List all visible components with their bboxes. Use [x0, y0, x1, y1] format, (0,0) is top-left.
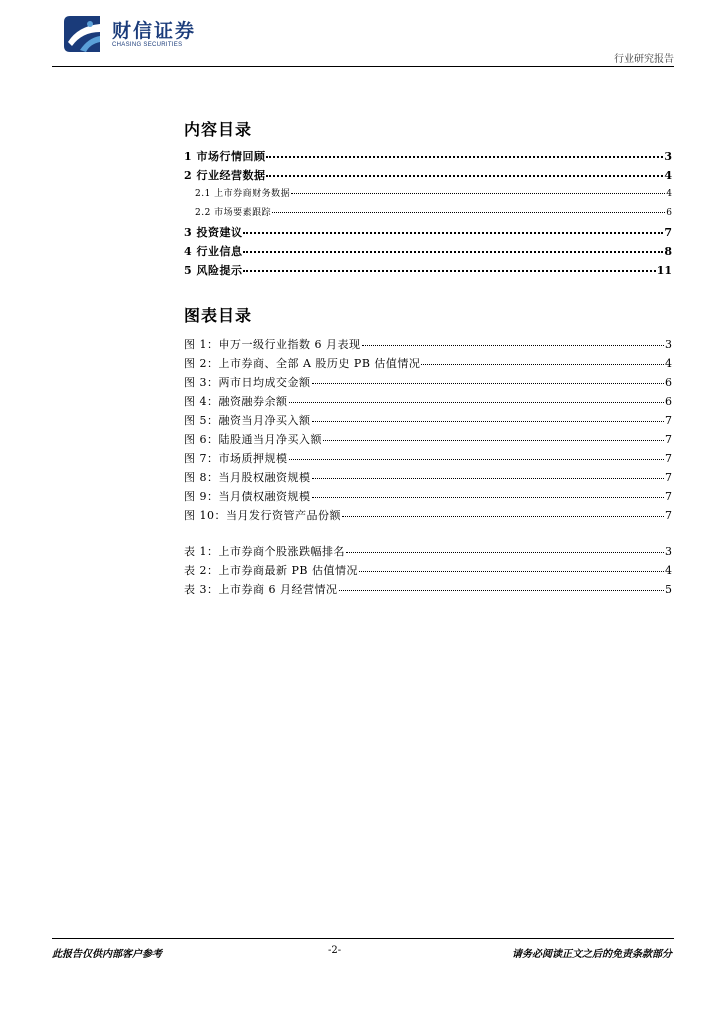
toc-item-label: 2.2 市场要素跟踪: [195, 208, 272, 218]
table-label: 表 2：上市券商最新 PB 估值情况: [184, 564, 358, 577]
figure-page: 7: [665, 490, 672, 503]
toc-leader: [359, 570, 664, 572]
toc-item-label: 2 行业经营数据: [184, 169, 266, 182]
table-label: 表 1：上市券商个股涨跌幅排名: [184, 545, 345, 558]
figure-label: 图 2：上市券商、全部 A 股历史 PB 估值情况: [184, 357, 421, 370]
figure-list-item[interactable]: [184, 431, 672, 447]
figure-label: 图 1：申万一级行业指数 6 月表现: [184, 338, 361, 351]
logo-mark-icon: [60, 12, 104, 56]
toc-leader: [272, 211, 665, 213]
company-logo: [60, 12, 220, 56]
toc-leader: [312, 477, 665, 479]
toc-item-label: 1 市场行情回顾: [184, 150, 266, 163]
figure-list-item[interactable]: [184, 412, 672, 428]
figures-title: 图表目录: [184, 306, 253, 325]
table-page: 4: [665, 564, 672, 577]
toc-leader: [243, 269, 655, 272]
figure-label: 图 7：市场质押规模: [184, 452, 288, 465]
figure-label: 图 10：当月发行资管产品份额: [184, 509, 341, 522]
figure-label: 图 4：融资融券余额: [184, 395, 288, 408]
footer-disclaimer-right: 请务必阅读正文之后的免责条款部分: [512, 949, 672, 960]
figure-page: 7: [665, 452, 672, 465]
toc-subitem[interactable]: [195, 186, 672, 199]
toc-leader: [342, 515, 664, 517]
figure-list-item[interactable]: [184, 393, 672, 409]
footer-disclaimer-left: 此报告仅供内部客户参考: [52, 949, 162, 960]
logo-chinese-name: 财信证券: [112, 20, 197, 42]
page-header: [52, 10, 674, 66]
table-list-item[interactable]: [184, 581, 672, 597]
toc-leader: [243, 250, 663, 253]
figure-list-item[interactable]: [184, 469, 672, 485]
toc-item-page: 11: [656, 264, 672, 277]
toc-item-label: 2.1 上市券商财务数据: [195, 189, 291, 199]
toc-item-page: 8: [664, 245, 672, 258]
figure-list-item[interactable]: [184, 450, 672, 466]
toc-leader: [266, 174, 663, 177]
figure-page: 7: [665, 471, 672, 484]
toc-item-page: 4: [666, 189, 672, 199]
toc-item-label: 5 风险提示: [184, 264, 243, 277]
toc-item-label: 4 行业信息: [184, 245, 243, 258]
toc-leader: [346, 551, 664, 553]
table-label: 表 3：上市券商 6 月经营情况: [184, 583, 338, 596]
toc-leader: [266, 155, 663, 158]
toc-item-label: 3 投资建议: [184, 226, 243, 239]
toc-item-page: 7: [664, 226, 672, 239]
toc-item[interactable]: [184, 243, 672, 259]
table-page: 5: [665, 583, 672, 596]
toc-item-page: 3: [664, 150, 672, 163]
table-list-item[interactable]: [184, 562, 672, 578]
figure-label: 图 8：当月股权融资规模: [184, 471, 311, 484]
figure-label: 图 9：当月债权融资规模: [184, 490, 311, 503]
footer-divider: [52, 938, 674, 939]
logo-english-name: CHASING SECURITIES: [112, 42, 183, 48]
toc-item[interactable]: [184, 224, 672, 240]
toc-subitem[interactable]: [195, 205, 672, 218]
table-page: 3: [665, 545, 672, 558]
toc-leader: [312, 382, 665, 384]
figure-page: 7: [665, 509, 672, 522]
toc-item[interactable]: [184, 167, 672, 183]
toc-item[interactable]: [184, 262, 672, 278]
toc-leader: [362, 344, 665, 346]
toc-leader: [323, 439, 664, 441]
figure-page: 7: [665, 414, 672, 427]
figure-page: 6: [665, 376, 672, 389]
toc-leader: [421, 363, 664, 365]
report-type-label: 行业研究报告: [614, 54, 674, 65]
figure-list-item[interactable]: [184, 374, 672, 390]
figure-page: 3: [665, 338, 672, 351]
toc-item-page: 4: [664, 169, 672, 182]
toc-leader: [291, 192, 665, 194]
figure-label: 图 6：陆股通当月净买入额: [184, 433, 322, 446]
toc-leader: [339, 589, 665, 591]
toc-leader: [312, 496, 665, 498]
toc-title: 内容目录: [184, 120, 253, 139]
figure-page: 4: [665, 357, 672, 370]
figure-list-item[interactable]: [184, 507, 672, 523]
toc-item[interactable]: [184, 148, 672, 164]
figure-list-item[interactable]: [184, 336, 672, 352]
toc-leader: [312, 420, 665, 422]
toc-leader: [289, 458, 665, 460]
figure-list-item[interactable]: [184, 355, 672, 371]
figure-label: 图 3：两市日均成交金额: [184, 376, 311, 389]
figure-list-item[interactable]: [184, 488, 672, 504]
toc-item-page: 6: [666, 208, 672, 218]
figure-label: 图 5：融资当月净买入额: [184, 414, 311, 427]
figure-page: 6: [665, 395, 672, 408]
toc-leader: [289, 401, 665, 403]
toc-leader: [243, 231, 663, 234]
table-list-item[interactable]: [184, 543, 672, 559]
page-number: -2-: [328, 945, 342, 956]
header-divider: [52, 66, 674, 67]
figure-page: 7: [665, 433, 672, 446]
